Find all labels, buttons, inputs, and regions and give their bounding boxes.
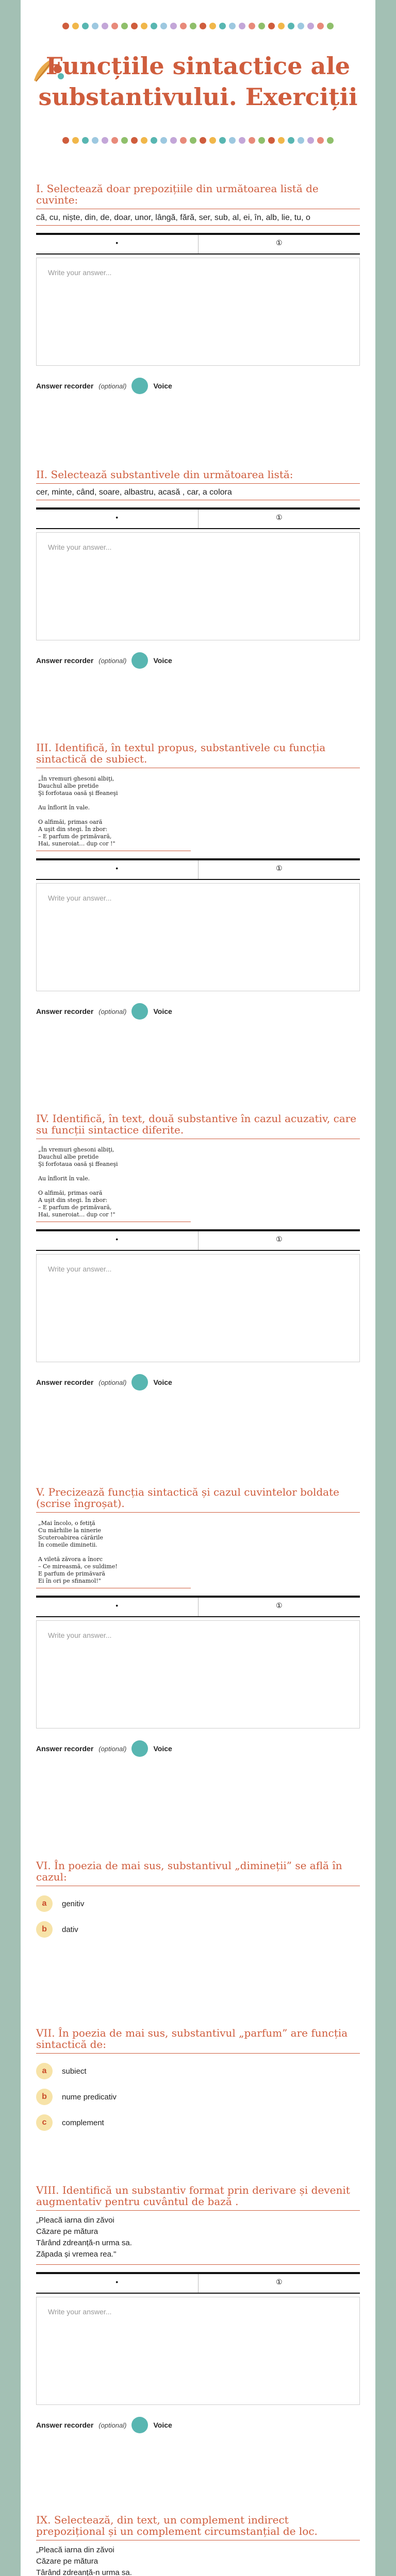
recorder-optional: (optional) [98,2421,127,2429]
question-title: V. Precizează funcția sintactică și cazul cuvintelor boldate (scrise îngroșat). [36,1486,360,1513]
answer-toolbar [36,858,360,880]
voice-record-icon[interactable] [131,652,148,669]
question-7 [36,2027,360,2131]
poem-line: A uşit din stegi. În zbor: [38,826,108,833]
poem-excerpt [36,2545,360,2576]
decorative-dot [180,137,187,144]
recorder-optional: (optional) [98,656,127,665]
recorder-optional: (optional) [98,1007,127,1015]
poem-line: Târând zdreanță-n urma sa. [36,2239,132,2247]
answer-field[interactable]: Write your answer... [36,1620,360,1728]
answer-field[interactable]: Write your answer... [36,1254,360,1362]
decorative-dot [82,23,89,29]
recorder-optional: (optional) [98,382,127,390]
decorative-dot [298,137,304,144]
choice-letter: a [36,2063,53,2079]
decorative-dot [327,137,334,144]
poem-excerpt [36,1143,191,1222]
question-4 [36,1113,360,1391]
question-1 [36,183,360,395]
poem-line: Dauchul albe pretide [38,1154,99,1160]
voice-record-icon[interactable] [131,2417,148,2433]
decorative-dot [111,137,118,144]
decorative-dot [121,23,128,29]
poem-line: Ei în ori pe sfinamol!" [38,1578,101,1584]
answer-field[interactable]: Write your answer... [36,532,360,640]
decorative-dot [200,23,206,29]
decorative-dot [258,23,265,29]
bullet-list-button[interactable]: • [116,864,119,872]
decorative-dot [229,23,236,29]
decorative-dot [327,23,334,29]
decorative-dot [151,23,157,29]
decorative-dot [268,23,275,29]
poem-line: Hai, suneroiat… dup cor !" [38,840,116,847]
poem-line: O alfimăi, primas oară [38,819,103,825]
poem-line: Şi forfotaua oasă şi ffeaneşi [38,790,118,796]
poem-line: Dauchul albe pretide [38,783,99,789]
poem-line: A viletă zăvora a înorc [38,1556,103,1563]
numbered-list-button[interactable]: ① [198,1231,360,1250]
decorative-dot [288,23,294,29]
answer-toolbar [36,1229,360,1251]
decorative-dot [102,23,108,29]
decorative-dot [219,23,226,29]
answer-toolbar [36,2272,360,2294]
decorative-dot [219,137,226,144]
decorative-dot [317,23,324,29]
decorative-dot [141,23,147,29]
poem-line: În comeile diminetii. [38,1541,97,1548]
decorative-dot [317,137,324,144]
poem-line [38,797,189,804]
decorative-dot [249,137,255,144]
decorative-dot [229,137,236,144]
decorative-dots-bottom [21,135,375,145]
poem-excerpt [36,1517,191,1588]
question-text: cer, minte, când, soare, albastru, acasă , car, a colora [36,484,360,500]
numbered-list-button[interactable]: ① [198,1598,360,1616]
numbered-list-button[interactable]: ① [198,2274,360,2293]
decorative-dot [249,23,255,29]
voice-record-icon[interactable] [131,1003,148,1020]
bullet-list-button[interactable]: • [116,513,119,521]
decorative-dot [102,137,108,144]
choice-option[interactable] [36,2063,360,2079]
poem-excerpt [36,772,191,851]
numbered-list-button[interactable]: ① [198,235,360,253]
question-title: III. Identifică, în textul propus, substantivele cu funcția sintactică de subiect. [36,742,360,768]
poem-line: „În vremuri ghesoni albiţi, [38,1146,114,1153]
decorative-dot [278,23,285,29]
recorder-optional: (optional) [98,1378,127,1386]
choice-option[interactable] [36,1895,360,1912]
decorative-dot [111,23,118,29]
question-9 [36,2514,360,2576]
poem-line: Hai, suneroiat… dup cor !" [38,1211,116,1218]
decorative-dot [200,137,206,144]
voice-label[interactable]: Voice [153,382,172,390]
poem-line [38,1182,189,1190]
question-title: VII. În poezia de mai sus, substantivul „parfum” are funcția sintactică de: [36,2027,360,2054]
recorder-label: Answer recorder [36,1378,94,1386]
choice-letter: b [36,1921,53,1938]
bullet-list-button[interactable]: • [116,1601,119,1609]
bullet-list-button[interactable]: • [116,2278,119,2286]
poem-line: – E parfum de primăvară, [38,833,112,840]
decorative-dot [62,23,69,29]
question-2 [36,469,360,669]
answer-recorder [36,1374,360,1391]
poem-line: „Pleacă iarna din zăvoi [36,2546,114,2554]
poem-line: Au înflorit în vale. [38,804,90,811]
voice-record-icon[interactable] [131,378,148,394]
choice-text: subiect [62,2066,87,2076]
decorative-dot [92,137,98,144]
decorative-dot [288,137,294,144]
decorative-dot [190,137,196,144]
decorative-dot [170,23,177,29]
decorative-dot [131,23,138,29]
decorative-dot [170,137,177,144]
decorative-dot [298,23,304,29]
choice-letter: b [36,2089,53,2105]
question-title: I. Selectează doar prepozițiile din următoarea listă de cuvinte: [36,183,360,209]
voice-label[interactable]: Voice [153,1378,172,1386]
decorative-dot [141,137,147,144]
choice-text: nume predicativ [62,2092,117,2102]
poem-line [38,1549,189,1556]
answer-recorder [36,2416,360,2434]
voice-label[interactable]: Voice [153,2421,172,2429]
decorative-dot [82,137,89,144]
decorative-dot [180,23,187,29]
choice-option[interactable] [36,1921,360,1938]
poem-line: – Ce mireasmă, ce suldime! [38,1563,118,1570]
decorative-dot [151,137,157,144]
poem-line: Căzare pe mătura [36,2227,98,2236]
poem-line [38,811,189,819]
question-title: IX. Selectează, din text, un complement indirect prepozițional și un complement circumstanțial de loc. [36,2514,360,2540]
numbered-list-button[interactable]: ① [198,860,360,879]
question-title: VI. În poezia de mai sus, substantivul „dimineții” se află în cazul: [36,1860,360,1886]
question-6 [36,1860,360,1938]
answer-recorder [36,377,360,395]
decorative-dot [160,23,167,29]
poem-line: A uşit din stegi. În zbor: [38,1197,108,1204]
poem-line: „În vremuri ghesoni albiţi, [38,775,114,782]
decorative-dot [239,137,245,144]
question-8 [36,2184,360,2434]
poem-line: Cu mărhilie la ninerie [38,1527,101,1534]
decorative-dots-top [21,21,375,31]
choice-text: genitiv [62,1899,85,1908]
decorative-dot [239,23,245,29]
answer-recorder [36,1740,360,1757]
voice-label[interactable]: Voice [153,656,172,665]
decorative-dot [209,23,216,29]
answer-recorder [36,652,360,669]
question-title: IV. Identifică, în text, două substantive în cazul acuzativ, care su funcții sintactice diferite. [36,1113,360,1139]
decorative-dot [190,23,196,29]
recorder-label: Answer recorder [36,656,94,665]
decorative-dot [209,137,216,144]
choice-letter: c [36,2114,53,2131]
poem-excerpt [36,2215,360,2265]
poem-line: O alfimăi, primas oară [38,1190,103,1196]
answer-field[interactable]: Write your answer... [36,2297,360,2405]
choice-option[interactable] [36,2089,360,2105]
question-title: VIII. Identifică un substantiv format prin derivare și devenit augmentativ pentru cuvântul de bază . [36,2184,360,2211]
voice-record-icon[interactable] [131,1374,148,1391]
recorder-label: Answer recorder [36,1744,94,1753]
recorder-label: Answer recorder [36,382,94,390]
decorative-dot [160,137,167,144]
poem-line: Târând zdreanță-n urma sa. [36,2568,132,2576]
poem-line: E parfum de primăvară [38,1570,105,1577]
decorative-dot [72,137,79,144]
poem-line: „Pleacă iarna din zăvoi [36,2216,114,2225]
question-text: cã, cu, niște, din, de, doar, unor, lângă, fără, ser, sub, al, ei, în, alb, lie, tu, o [36,209,360,226]
answer-toolbar [36,233,360,255]
decorative-dot [268,137,275,144]
question-5 [36,1486,360,1757]
question-3 [36,742,360,1020]
decorative-dot [278,137,285,144]
recorder-label: Answer recorder [36,2421,94,2429]
question-title: II. Selectează substantivele din următoarea listă: [36,469,360,484]
decorative-dot [131,137,138,144]
recorder-label: Answer recorder [36,1007,94,1015]
poem-line: Şi forfotaua oasă şi ffeaneşi [38,1161,118,1167]
decorative-dot [62,137,69,144]
poem-line: Scuteroabirea cărările [38,1534,103,1541]
voice-label[interactable]: Voice [153,1744,172,1753]
answer-field[interactable]: Write your answer... [36,883,360,991]
decorative-dot [72,23,79,29]
decorative-dot [121,137,128,144]
answer-toolbar [36,1596,360,1617]
decorative-dot [307,137,314,144]
decorative-dot [307,23,314,29]
answer-recorder [36,1003,360,1020]
choice-letter: a [36,1895,53,1912]
worksheet [21,0,375,2576]
recorder-optional: (optional) [98,1744,127,1753]
bullet-list-button[interactable]: • [116,1235,119,1243]
choice-option[interactable] [36,2114,360,2131]
answer-toolbar [36,507,360,529]
answer-field[interactable]: Write your answer... [36,258,360,366]
poem-line: – E parfum de primăvară, [38,1204,112,1211]
decorative-dot [92,23,98,29]
choice-text: dativ [62,1925,78,1934]
poem-line [38,1168,189,1175]
choice-text: complement [62,2118,104,2127]
poem-line: Zăpada și vremea rea." [36,2250,117,2259]
page-title: Funcțiile sintactice ale substantivului. Exerciții [38,52,358,111]
numbered-list-button[interactable]: ① [198,510,360,528]
voice-record-icon[interactable] [131,1740,148,1757]
poem-line: Căzare pe mătura [36,2557,98,2566]
decorative-dot [258,137,265,144]
voice-label[interactable]: Voice [153,1007,172,1015]
poem-line: „Mai încolo, o fetiţă [38,1520,95,1527]
bullet-list-button[interactable]: • [116,239,119,247]
poem-line: Au înflorit în vale. [38,1175,90,1182]
